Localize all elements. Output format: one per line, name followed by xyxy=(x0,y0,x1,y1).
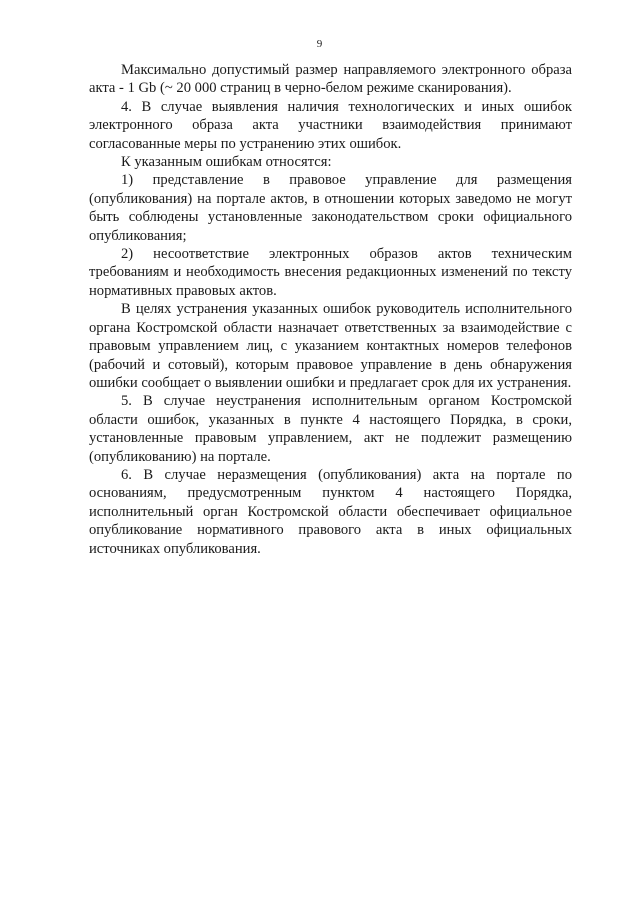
paragraph-item-5: 5. В случае неустранения исполнительным органом Костромской области ошибок, указанных в пункте 4 настоящего Порядка, в сроки, установленные правовым управлением, акт не подлежит размещению (опубликованию) на портале. xyxy=(89,393,572,465)
paragraph-errors-intro: К указанным ошибкам относятся: xyxy=(121,154,332,171)
paragraph-item-4: 4. В случае выявления наличия технологических и иных ошибок электронного образа акта участники взаимодействия принимают согласованные меры по устранению этих ошибок. xyxy=(89,98,572,152)
paragraph-responsible-persons: В целях устранения указанных ошибок руководитель исполнительного органа Костромской области назначает ответственных за взаимодействие с правовым управлением лиц, с указанием контактных номеров телефонов (рабочий и сотовый), которым правовое управление в день обнаружения ошибки сообщает о выявлении ошибки и предлагает срок для их устранения. xyxy=(89,301,572,391)
document-body xyxy=(89,61,572,558)
paragraph-error-1: 1) представление в правовое управление для размещения (опубликования) на портале актов, в отношении которых заведомо не могут быть соблюдены установленные законодательством сроки официального опубликования; xyxy=(89,172,572,244)
paragraph-error-2: 2) несоответствие электронных образов актов техническим требованиям и необходимость внесения редакционных изменений по тексту нормативных правовых актов. xyxy=(89,246,572,299)
page-number: 9 xyxy=(316,38,323,50)
paragraph-item-6: 6. В случае неразмещения (опубликования) акта на портале по основаниям, предусмотренным пунктом 4 настоящего Порядка, исполнительный орган Костромской области обеспечивает официальное опубликование нормативного правового акта в иных официальных источниках опубликования. xyxy=(89,466,572,557)
paragraph-max-size: Максимально допустимый размер направляемого электронного образа акта - 1 Gb (~ 20 000 страниц в черно-белом режиме сканирования). xyxy=(89,62,572,97)
